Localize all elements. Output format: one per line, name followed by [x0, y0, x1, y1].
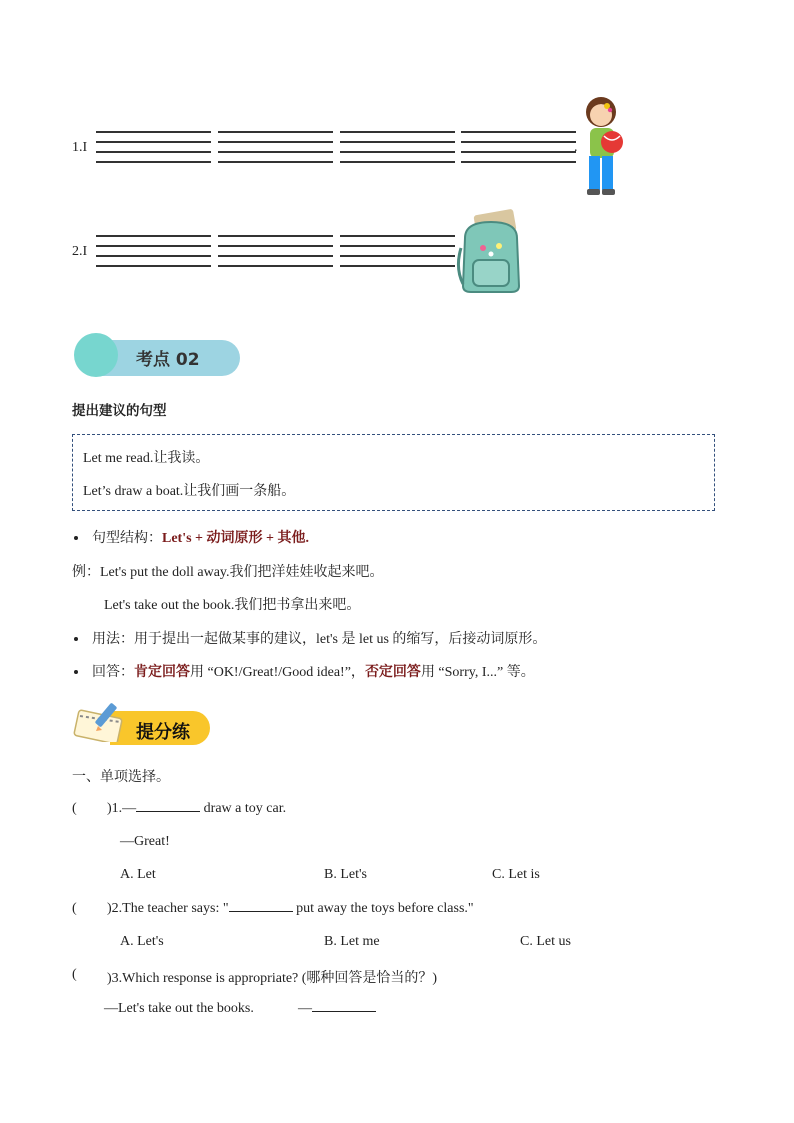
writing-line[interactable]: [96, 131, 211, 163]
question-2-number: )2.The teacher says: ": [107, 901, 229, 916]
question-1-number: )1.—: [107, 801, 137, 816]
example-box-line-2: Let’s draw a boat.让我们画一条船。: [83, 484, 296, 499]
question-2-text: put away the toys before class.": [292, 901, 474, 916]
structure-line: [92, 527, 309, 547]
structure-formula: Let's + 动词原形 + 其他.: [162, 531, 310, 546]
writing-line[interactable]: [218, 131, 333, 163]
example-prefix: 例：: [72, 564, 100, 580]
example-sentence-1: Let's put the doll away.我们把洋娃娃收起来吧。: [100, 565, 384, 580]
practice-heading: 一、单项选择。: [72, 769, 170, 785]
answer-blank[interactable]: [312, 1011, 376, 1012]
answer-blank[interactable]: [136, 811, 200, 812]
example-box-line-1: Let me read.让我读。: [83, 451, 210, 466]
question-1-option-c[interactable]: C. Let is: [492, 867, 540, 882]
writing-line[interactable]: [218, 235, 333, 267]
question-3-dash: —: [298, 1001, 312, 1016]
example-box: [72, 434, 715, 511]
question-1: [107, 801, 286, 817]
question-3-reply: [298, 1001, 376, 1017]
example-line-1: [72, 561, 384, 581]
question-2-paren: (: [72, 901, 77, 916]
answer-line: [92, 661, 535, 681]
question-2: [107, 901, 474, 917]
writing-line-1-label: 1.I: [72, 140, 88, 155]
structure-label: 句型结构：: [92, 530, 162, 546]
usage-line: 用法：用于提出一起做某事的建议，let's 是 let us 的缩写，后接动词原形。: [92, 632, 547, 647]
bullet: [74, 670, 78, 674]
writing-line-2-label: 2.I: [72, 244, 88, 259]
question-2-option-b[interactable]: B. Let me: [324, 934, 380, 949]
section-heading: 提出建议的句型: [72, 403, 167, 419]
answer-negative: 否定回答: [364, 665, 421, 680]
notepad-pencil-icon: [72, 700, 132, 742]
writing-line[interactable]: [340, 131, 455, 163]
answer-positive: 肯定回答: [134, 665, 190, 680]
question-1-option-a[interactable]: A. Let: [120, 867, 156, 882]
writing-line-1-period: .: [574, 140, 578, 155]
question-1-reply: —Great!: [120, 834, 170, 849]
question-3-prompt: —Let's take out the books.: [104, 1001, 254, 1016]
question-2-option-c[interactable]: C. Let us: [520, 934, 571, 949]
bullet: [74, 536, 78, 540]
question-2-option-a[interactable]: A. Let's: [120, 934, 164, 949]
answer-negative-tail: 用 “Sorry, I...” 等。: [420, 665, 535, 680]
answer-prefix: 回答：: [92, 665, 134, 680]
bullet: [74, 637, 78, 641]
answer-positive-tail: 用 “OK!/Great!/Good idea!”，: [190, 665, 365, 680]
question-3-paren: (: [72, 967, 77, 982]
writing-line[interactable]: [340, 235, 455, 267]
question-1-option-b[interactable]: B. Let's: [324, 867, 367, 882]
writing-line[interactable]: [96, 235, 211, 267]
writing-line[interactable]: [461, 131, 576, 163]
question-1-text: draw a toy car.: [200, 801, 287, 816]
question-1-paren: (: [72, 801, 77, 816]
section-badge-text: 考点 02: [136, 350, 200, 370]
example-sentence-2: Let's take out the book.我们把书拿出来吧。: [104, 598, 361, 613]
answer-blank[interactable]: [229, 911, 293, 912]
question-3: )3.Which response is appropriate? (哪种回答是恰当的？): [107, 971, 438, 986]
practice-badge-text: 提分练: [136, 722, 190, 743]
section-badge: [74, 333, 240, 377]
girl-with-ball-illustration: [574, 92, 630, 202]
backpack-illustration: [455, 208, 527, 294]
